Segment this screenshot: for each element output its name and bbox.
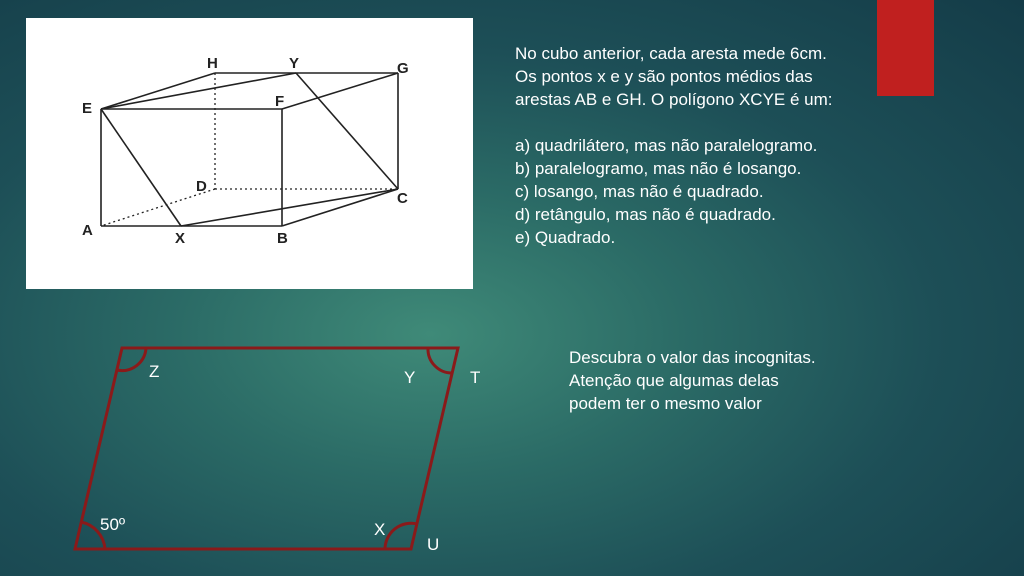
cube-label-g: G — [397, 60, 409, 77]
vertex-label-t: T — [470, 368, 481, 387]
cube-label-b: B — [277, 230, 288, 247]
instructions-text — [569, 346, 909, 415]
instruction-line: Descubra o valor das incognitas. — [569, 348, 816, 367]
cube-label-e: E — [82, 100, 93, 117]
parallelogram-shape — [75, 348, 458, 549]
instruction-line: Atenção que algumas delas — [569, 371, 779, 390]
instruction-line: podem ter o mesmo valor — [569, 394, 762, 413]
cube-label-d: D — [196, 178, 207, 195]
option-a: a) quadrilátero, mas não paralelogramo. — [515, 136, 818, 155]
angle-label-x: X — [374, 520, 386, 539]
question-line: No cubo anterior, cada aresta mede 6cm. — [515, 44, 827, 63]
cube-label-x: X — [175, 230, 186, 247]
option-e: e) Quadrado. — [515, 228, 616, 247]
option-d: d) retângulo, mas não é quadrado. — [515, 205, 776, 224]
angle-label-50: 50º — [100, 515, 126, 534]
angle-arc-y — [428, 348, 452, 373]
option-b: b) paralelogramo, mas não é losango. — [515, 159, 802, 178]
question-line: arestas AB e GH. O polígono XCYE é um: — [515, 90, 833, 109]
cube-label-c: C — [397, 190, 408, 207]
angle-label-y: Y — [404, 368, 416, 387]
cube-label-f: F — [275, 93, 285, 110]
vertex-label-u: U — [427, 535, 440, 554]
option-c: c) losango, mas não é quadrado. — [515, 182, 764, 201]
angle-label-z: Z — [149, 362, 160, 381]
cube-label-h: H — [207, 55, 218, 72]
cube-label-y: Y — [289, 55, 300, 72]
cube-label-a: A — [82, 222, 93, 239]
question-line: Os pontos x e y são pontos médios das — [515, 67, 813, 86]
